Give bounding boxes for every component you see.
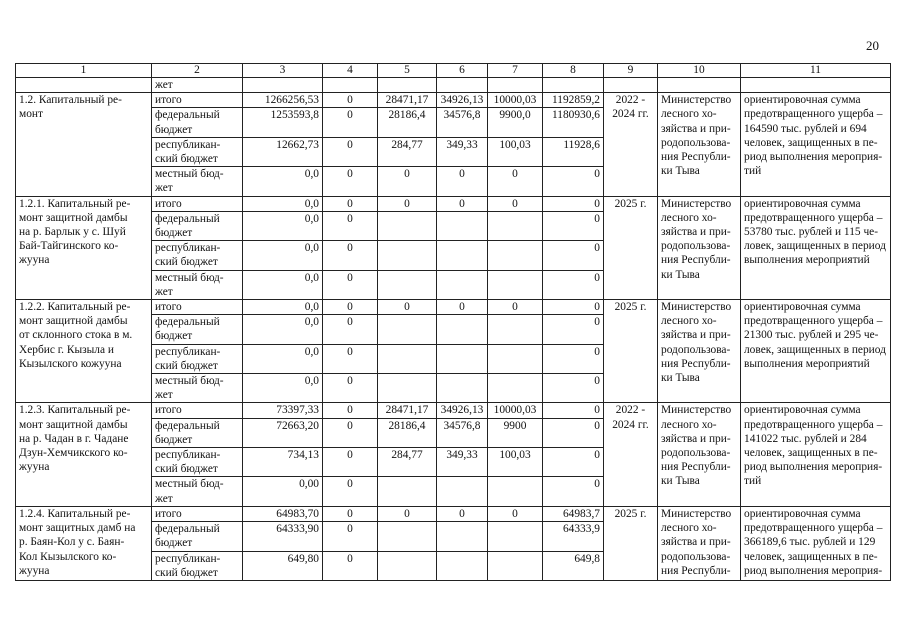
total-amount: 0,0 xyxy=(243,344,323,373)
year-2021: 284,77 xyxy=(378,448,437,477)
item-name: 1.2. Капитальный ре- монт xyxy=(16,93,152,196)
year-2021: 0 xyxy=(378,196,437,211)
funding-source: местный бюд- жет xyxy=(152,374,243,403)
year-2023: 100,03 xyxy=(488,448,543,477)
year-2023 xyxy=(488,477,543,506)
year-2024-2025: 0 xyxy=(543,403,604,418)
total-amount: 0,0 xyxy=(243,196,323,211)
table-row xyxy=(16,93,891,108)
year-2022 xyxy=(437,522,488,551)
year-2023: 100,03 xyxy=(488,137,543,166)
year-2021: 28186,4 xyxy=(378,108,437,137)
total-amount: 649,80 xyxy=(243,551,323,580)
year-2024-2025: 0 xyxy=(543,374,604,403)
year-2020: 0 xyxy=(323,196,378,211)
year-2020: 0 xyxy=(323,477,378,506)
year-2024-2025: 0 xyxy=(543,418,604,447)
year-2022 xyxy=(437,211,488,240)
year-2023: 0 xyxy=(488,506,543,521)
table-row xyxy=(16,300,891,315)
expected-result: ориентировочная сумма предотвращенного ущерба – 366189,6 тыс. рублей и 129 человек, защищенных в пе- риод выполнения мероприя- xyxy=(741,506,891,580)
year-2020: 0 xyxy=(323,551,378,580)
year-2020: 0 xyxy=(323,167,378,196)
total-amount: 0,0 xyxy=(243,211,323,240)
year-2022 xyxy=(437,315,488,344)
year-2023 xyxy=(488,374,543,403)
year-2022 xyxy=(437,241,488,270)
period: 2022 - 2024 гг. xyxy=(604,403,658,506)
year-2023: 0 xyxy=(488,196,543,211)
expected-result: ориентировочная сумма предотвращенного ущерба – 141022 тыс. рублей и 284 человек, защищенных в пе- риод выполнения мероприя- тий xyxy=(741,403,891,506)
total-amount: 0,0 xyxy=(243,300,323,315)
column-number: 3 xyxy=(243,64,323,78)
year-2022: 0 xyxy=(437,506,488,521)
column-number: 7 xyxy=(488,64,543,78)
total-amount: 73397,33 xyxy=(243,403,323,418)
groups-body xyxy=(16,93,891,581)
year-2023: 0 xyxy=(488,167,543,196)
year-2020: 0 xyxy=(323,300,378,315)
year-2024-2025: 0 xyxy=(543,211,604,240)
program-table xyxy=(15,63,891,581)
year-2024-2025: 64333,9 xyxy=(543,522,604,551)
year-2023 xyxy=(488,344,543,373)
year-2022: 0 xyxy=(437,300,488,315)
funding-source: местный бюд- жет xyxy=(152,167,243,196)
year-2021 xyxy=(378,241,437,270)
year-2023: 10000,03 xyxy=(488,93,543,108)
funding-source: итого xyxy=(152,300,243,315)
column-number-row xyxy=(16,64,891,78)
year-2022 xyxy=(437,270,488,299)
year-2022 xyxy=(437,344,488,373)
column-number: 8 xyxy=(543,64,604,78)
year-2021: 284,77 xyxy=(378,137,437,166)
year-2020: 0 xyxy=(323,93,378,108)
item-name: 1.2.2. Капитальный ре- монт защитной дамбы от склонного стока в м. Хербис г. Кызыла и Кызылского кожууна xyxy=(16,300,152,403)
year-2022 xyxy=(437,477,488,506)
year-2020: 0 xyxy=(323,448,378,477)
funding-source: федеральный бюджет xyxy=(152,522,243,551)
period: 2025 г. xyxy=(604,506,658,580)
year-2023: 0 xyxy=(488,300,543,315)
responsible-executor: Министерство лесного хо- зяйства и при- родопользова- ния Республи- ки Тыва xyxy=(658,93,741,196)
total-amount: 0,00 xyxy=(243,477,323,506)
year-2023 xyxy=(488,241,543,270)
year-2021: 28186,4 xyxy=(378,418,437,447)
year-2020: 0 xyxy=(323,522,378,551)
item-name: 1.2.3. Капитальный ре- монт защитной дамбы на р. Чадан в г. Чадане Дзун-Хемчикского ко- жууна xyxy=(16,403,152,506)
year-2021 xyxy=(378,477,437,506)
total-amount: 64983,70 xyxy=(243,506,323,521)
year-2020: 0 xyxy=(323,137,378,166)
year-2022: 0 xyxy=(437,196,488,211)
period: 2025 г. xyxy=(604,300,658,403)
year-2021 xyxy=(378,270,437,299)
funding-source: федеральный бюджет xyxy=(152,315,243,344)
funding-source: местный бюд- жет xyxy=(152,477,243,506)
year-2024-2025: 64983,7 xyxy=(543,506,604,521)
year-2021: 28471,17 xyxy=(378,93,437,108)
total-amount: 0,0 xyxy=(243,374,323,403)
year-2024-2025: 0 xyxy=(543,241,604,270)
funding-source: итого xyxy=(152,93,243,108)
year-2020: 0 xyxy=(323,270,378,299)
year-2020: 0 xyxy=(323,403,378,418)
year-2021 xyxy=(378,551,437,580)
year-2020: 0 xyxy=(323,374,378,403)
year-2021 xyxy=(378,211,437,240)
year-2022: 34576,8 xyxy=(437,418,488,447)
year-2024-2025: 0 xyxy=(543,167,604,196)
year-2022: 34926,13 xyxy=(437,403,488,418)
column-number: 11 xyxy=(741,64,891,78)
responsible-executor: Министерство лесного хо- зяйства и при- родопользова- ния Республи- ки Тыва xyxy=(658,403,741,506)
total-amount: 64333,90 xyxy=(243,522,323,551)
year-2020: 0 xyxy=(323,506,378,521)
year-2021: 28471,17 xyxy=(378,403,437,418)
year-2022: 0 xyxy=(437,167,488,196)
year-2020: 0 xyxy=(323,418,378,447)
year-2023 xyxy=(488,315,543,344)
table-row xyxy=(16,403,891,418)
total-amount: 12662,73 xyxy=(243,137,323,166)
column-number: 9 xyxy=(604,64,658,78)
funding-source: республикан- ский бюджет xyxy=(152,137,243,166)
year-2024-2025: 0 xyxy=(543,300,604,315)
expected-result: ориентировочная сумма предотвращенного ущерба – 21300 тыс. рублей и 295 че- ловек, защищенных в период выполнения мероприятий xyxy=(741,300,891,403)
table-row xyxy=(16,196,891,211)
year-2024-2025: 0 xyxy=(543,315,604,344)
total-amount: 72663,20 xyxy=(243,418,323,447)
year-2024-2025: 1180930,6 xyxy=(543,108,604,137)
year-2024-2025: 649,8 xyxy=(543,551,604,580)
funding-source: федеральный бюджет xyxy=(152,418,243,447)
responsible-executor: Министерство лесного хо- зяйства и при- родопользова- ния Республи- ки Тыва xyxy=(658,300,741,403)
year-2022: 34576,8 xyxy=(437,108,488,137)
year-2022: 349,33 xyxy=(437,137,488,166)
total-amount: 0,0 xyxy=(243,167,323,196)
funding-source: республикан- ский бюджет xyxy=(152,241,243,270)
year-2020: 0 xyxy=(323,211,378,240)
year-2020: 0 xyxy=(323,108,378,137)
year-2020: 0 xyxy=(323,315,378,344)
funding-source: республикан- ский бюджет xyxy=(152,551,243,580)
item-name: 1.2.1. Капитальный ре- монт защитной дамбы на р. Барлык у с. Шуй Бай-Тайгинского ко- жууна xyxy=(16,196,152,299)
year-2024-2025: 0 xyxy=(543,270,604,299)
funding-source: итого xyxy=(152,506,243,521)
responsible-executor: Министерство лесного хо- зяйства и при- родопользова- ния Республи- xyxy=(658,506,741,580)
column-number: 4 xyxy=(323,64,378,78)
year-2023: 9900,0 xyxy=(488,108,543,137)
item-name: 1.2.4. Капитальный ре- монт защитных дамб на р. Баян-Кол у с. Баян- Кол Кызылского ко- жууна xyxy=(16,506,152,580)
column-number: 1 xyxy=(16,64,152,78)
year-2021 xyxy=(378,344,437,373)
year-2024-2025: 0 xyxy=(543,448,604,477)
table-row xyxy=(16,506,891,521)
year-2022: 34926,13 xyxy=(437,93,488,108)
year-2021 xyxy=(378,315,437,344)
year-2021: 0 xyxy=(378,167,437,196)
year-2020: 0 xyxy=(323,344,378,373)
year-2023 xyxy=(488,522,543,551)
year-2021 xyxy=(378,374,437,403)
total-amount: 0,0 xyxy=(243,241,323,270)
funding-source: местный бюд- жет xyxy=(152,270,243,299)
page-number: 20 xyxy=(866,38,879,53)
year-2024-2025: 0 xyxy=(543,196,604,211)
year-2024-2025: 0 xyxy=(543,477,604,506)
year-2021: 0 xyxy=(378,506,437,521)
funding-source: федеральный бюджет xyxy=(152,211,243,240)
period: 2022 - 2024 гг. xyxy=(604,93,658,196)
column-number: 6 xyxy=(437,64,488,78)
column-number: 10 xyxy=(658,64,741,78)
total-amount: 1266256,53 xyxy=(243,93,323,108)
year-2024-2025: 1192859,2 xyxy=(543,93,604,108)
year-2023 xyxy=(488,211,543,240)
funding-source: республикан- ский бюджет xyxy=(152,344,243,373)
total-amount: 1253593,8 xyxy=(243,108,323,137)
year-2023 xyxy=(488,551,543,580)
total-amount: 0,0 xyxy=(243,315,323,344)
total-amount: 734,13 xyxy=(243,448,323,477)
expected-result: ориентировочная сумма предотвращенного ущерба – 164590 тыс. рублей и 694 человек, защищенных в пе- риод выполнения мероприя- тий xyxy=(741,93,891,196)
year-2023 xyxy=(488,270,543,299)
expected-result: ориентировочная сумма предотвращенного ущерба – 53780 тыс. рублей и 115 че- ловек, защищенных в период выполнения мероприятий xyxy=(741,196,891,299)
column-number: 5 xyxy=(378,64,437,78)
column-number: 2 xyxy=(152,64,243,78)
funding-source: итого xyxy=(152,403,243,418)
responsible-executor: Министерство лесного хо- зяйства и при- родопользова- ния Республи- ки Тыва xyxy=(658,196,741,299)
funding-source: итого xyxy=(152,196,243,211)
year-2021: 0 xyxy=(378,300,437,315)
carry-over-text: жет xyxy=(152,78,243,93)
year-2020: 0 xyxy=(323,241,378,270)
total-amount: 0,0 xyxy=(243,270,323,299)
year-2024-2025: 11928,6 xyxy=(543,137,604,166)
funding-source: республикан- ский бюджет xyxy=(152,448,243,477)
year-2022 xyxy=(437,551,488,580)
year-2022 xyxy=(437,374,488,403)
year-2021 xyxy=(378,522,437,551)
period: 2025 г. xyxy=(604,196,658,299)
year-2022: 349,33 xyxy=(437,448,488,477)
carry-over-row xyxy=(16,78,891,93)
year-2024-2025: 0 xyxy=(543,344,604,373)
year-2023: 10000,03 xyxy=(488,403,543,418)
year-2023: 9900 xyxy=(488,418,543,447)
funding-source: федеральный бюджет xyxy=(152,108,243,137)
